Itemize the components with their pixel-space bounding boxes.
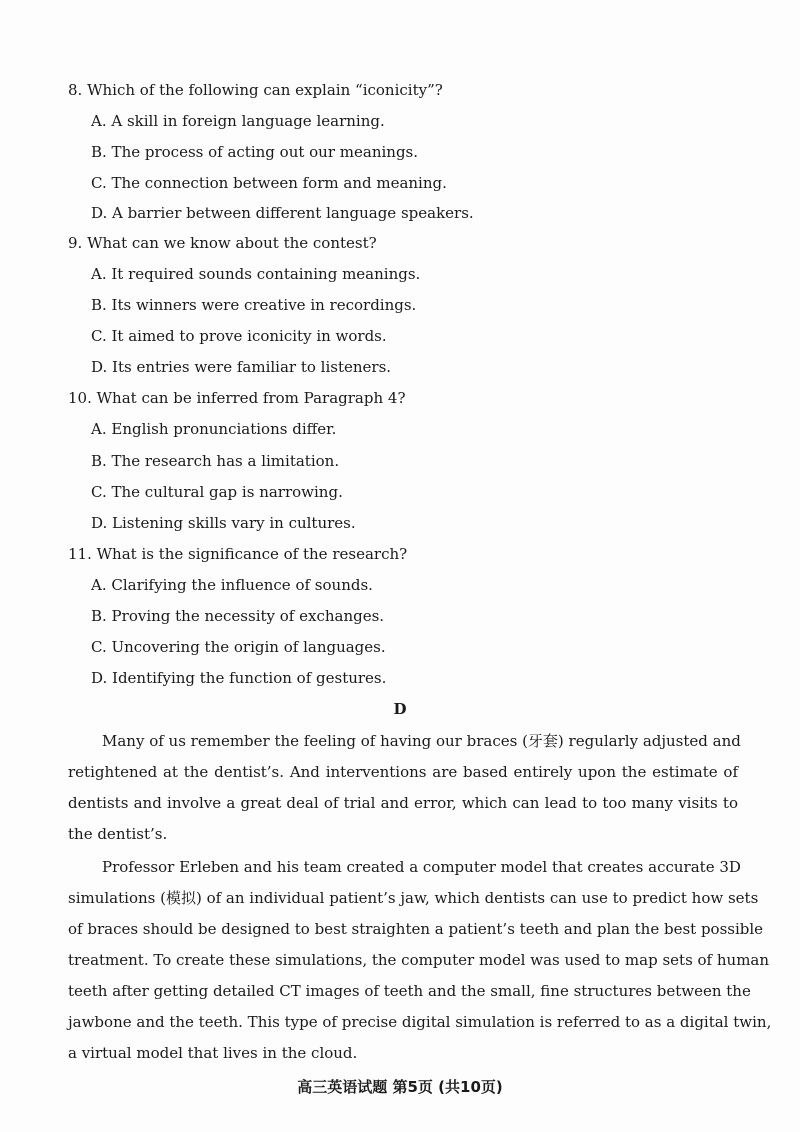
paragraph-2-line: jawbone and the teeth. This type of precise digital simulation is referred to as a digital twin, [68,1013,772,1031]
question-11-option-c: C. Uncovering the origin of languages. [91,638,386,656]
question-8-option-b: B. The process of acting out our meanings. [91,143,419,161]
paragraph-1-line: dentists and involve a great deal of trial and error, which can lead to too many visits to [68,794,738,812]
question-8-option-d: D. A barrier between different language speakers. [91,204,474,222]
question-9-option-c: C. It aimed to prove iconicity in words. [91,327,387,345]
question-9-option-d: D. Its entries were familiar to listeners. [91,358,392,376]
question-8-option-c: C. The connection between form and meaning. [91,174,447,192]
question-10-stem: 10. What can be inferred from Paragraph 4? [68,389,406,407]
question-10-option-c: C. The cultural gap is narrowing. [91,483,343,501]
question-9-option-a: A. It required sounds containing meanings. [91,265,421,283]
question-9-stem: 9. What can we know about the contest? [68,234,377,252]
question-9-option-b: B. Its winners were creative in recordings. [91,296,417,314]
question-11-option-d: D. Identifying the function of gestures. [91,669,387,687]
question-11-option-b: B. Proving the necessity of exchanges. [91,607,385,625]
question-11-option-a: A. Clarifying the influence of sounds. [91,576,373,594]
paragraph-1-line: Many of us remember the feeling of having our braces (牙套) regularly adjusted and [102,732,741,750]
question-8-option-a: A. A skill in foreign language learning. [91,112,385,130]
section-title: D [393,700,407,718]
question-8-stem: 8. Which of the following can explain “iconicity”? [68,81,443,99]
paragraph-2-line: of braces should be designed to best straighten a patient’s teeth and plan the best possible [68,920,764,938]
question-10-option-a: A. English pronunciations differ. [91,420,337,438]
paragraph-1-line: the dentist’s. [68,825,168,843]
paragraph-1-line: retightened at the dentist’s. And interventions are based entirely upon the estimate of [68,763,738,781]
paragraph-2-line: simulations (模拟) of an individual patient’s jaw, which dentists can use to predict how sets [68,889,759,907]
question-11-stem: 11. What is the significance of the research? [68,545,408,563]
page-footer: 高三英语试题 第5页 (共10页) [297,1078,503,1096]
question-10-option-d: D. Listening skills vary in cultures. [91,514,356,532]
paragraph-2-line: a virtual model that lives in the cloud. [68,1044,358,1062]
paragraph-2-line: Professor Erleben and his team created a computer model that creates accurate 3D [102,858,741,876]
paragraph-2-line: treatment. To create these simulations, the computer model was used to map sets of human [68,951,770,969]
question-10-option-b: B. The research has a limitation. [91,452,340,470]
paragraph-2-line: teeth after getting detailed CT images of teeth and the small, fine structures between the [68,982,751,1000]
